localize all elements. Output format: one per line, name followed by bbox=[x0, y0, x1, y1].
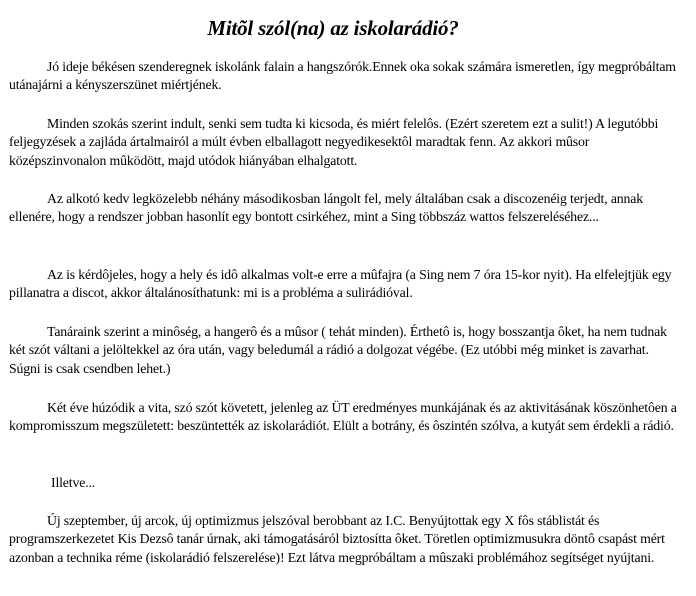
paragraph-8: Új szeptember, új arcok, új optimizmus jelszóval berobbant az I.C. Benyújtottak egy X fôs stáblistát és programszerkezetet Kis Dezsô tanár úrnak, aki támogatásáról biztosítta ôket. Töretlen optimizmusukra döntô csapást mért azonban a technika réme (iskolarádió felszerelése)! Ezt látva megpróbáltam a mûszaki problémához segítséget nyújtani. bbox=[9, 513, 665, 565]
paragraph-4: Az is kérdôjeles, hogy a hely és idô alkalmas volt-e erre a mûfajra (a Sing nem 7 óra 15-kor nyit). Ha elfelejtjük egy pillanatra a discot, akkor általánosíthatunk: mi is a probléma a sulirádióval. bbox=[9, 267, 672, 301]
paragraph-2: Minden szokás szerint indult, senki sem tudta ki kicsoda, és miért felelôs. (Ezért szeretem ezt a sulit!) A legutóbbi feljegyzések a zajláda ártalmairól a múlt évben elballagott negyedikesektôl maradtak fenn. Az akkori mûsor középszinvonalon mûködött, majd utódok hiányában elhalgatott. bbox=[9, 116, 659, 168]
paragraph-7: Illetve... bbox=[51, 475, 96, 490]
paragraph-5: Tanáraink szerint a minôség, a hangerô és a mûsor ( tehát minden). Érthetô is, hogy bosszantja ôket, ha nem tudnak két szót váltani a jelöltekkel az óra után, vagy beledumál a rádió a dolgozat végébe. (Ez utóbbi még minket is zavarhat. Súgni is csak csendben lehet.) bbox=[9, 324, 667, 376]
paragraph-6: Két éve húzódik a vita, szó szót követett, jelenleg az ÜT eredményes munkájának és az aktivitásának köszönhetôen a kompromisszum megszületett: beszüntették az iskolarádiót. Elült a botrány, és ôszintén szólva, a kutyát sem érdekli a rádió. bbox=[9, 400, 677, 434]
paragraph-1: Jó ideje békésen szenderegnek iskolánk falain a hangszórók.Ennek oka sokak számára ismeretlen, így megpróbáltam utánajárni a kényszerszünet miértjének. bbox=[9, 59, 676, 93]
paragraph-3: Az alkotó kedv legközelebb néhány másodikosban lángolt fel, mely általában csak a discozenéig terjedt, annak ellenére, hogy a rendszer jobban hasonlít egy bontott csirkéhez, mint a Sing többszáz wattos felszereléséhez... bbox=[9, 191, 644, 225]
article-title: Mitõl szól(na) az iskolarádió? bbox=[207, 16, 459, 40]
